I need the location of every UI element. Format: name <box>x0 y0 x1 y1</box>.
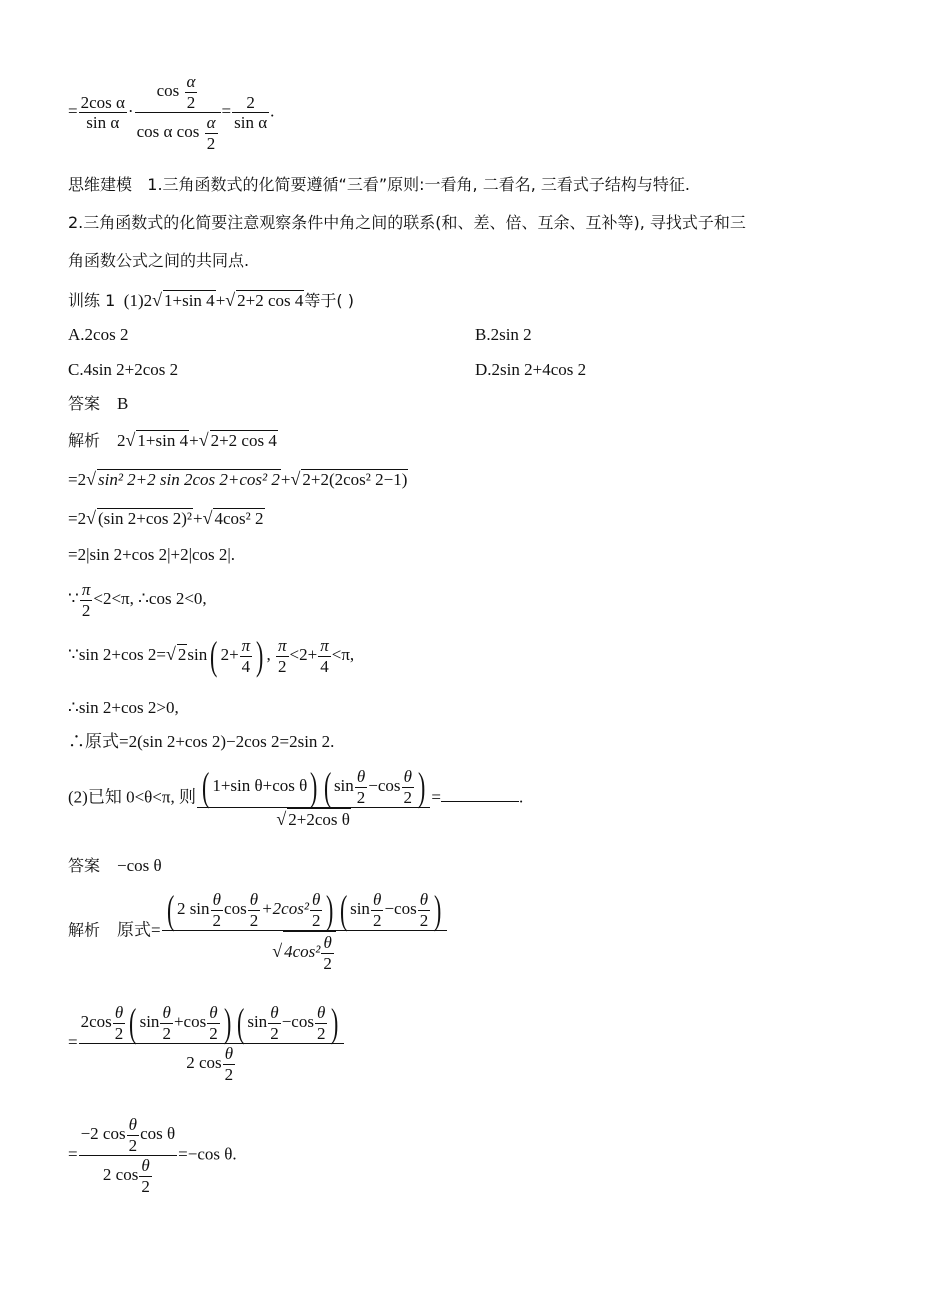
t1: 2 sin <box>176 898 210 918</box>
root: √ <box>166 643 176 664</box>
pi-over-2 <box>276 636 289 676</box>
condition: <2<π, ∴cos 2<0, <box>93 588 207 608</box>
numerator: 2cos α <box>80 92 125 112</box>
answer-label: 答案 <box>68 856 101 875</box>
radicand <box>283 931 336 973</box>
cos: cos <box>156 80 180 100</box>
four: 4 <box>320 656 329 676</box>
answer-value: B <box>117 394 129 413</box>
alpha-half <box>205 113 218 153</box>
radicand: 2+2 cos 4 <box>210 431 277 450</box>
equals: = <box>68 101 78 121</box>
analysis-line-8: ∴原式=2(sin 2+cos 2)−2cos 2=2sin 2. <box>68 732 335 751</box>
minus-cos: −cos <box>368 775 401 795</box>
original-expression: 原式= <box>117 920 161 940</box>
denominator <box>197 808 430 830</box>
pi: π <box>81 580 91 599</box>
analysis-line-7: ∴sin 2+cos 2>0, <box>68 698 179 717</box>
t5: −cos <box>281 1011 314 1031</box>
radicand: 4cos² 2 <box>214 509 264 528</box>
radicand: 2 <box>177 644 187 664</box>
numerator <box>135 72 221 113</box>
t4: sin <box>350 898 370 918</box>
equals: = <box>68 1144 78 1164</box>
denominator <box>135 113 221 153</box>
left-paren: ( <box>210 633 218 679</box>
theta: θ <box>371 890 384 911</box>
t2: cos θ <box>140 1123 176 1143</box>
plus: + <box>280 470 291 489</box>
option-d: D.2sin 2+4cos 2 <box>475 360 587 379</box>
part2-step-3 <box>68 1115 237 1196</box>
equals: = <box>221 101 232 121</box>
main-fraction <box>197 764 430 830</box>
theta: θ <box>211 890 224 911</box>
half-theta <box>211 890 224 930</box>
two: 2 <box>128 1135 138 1155</box>
half-theta <box>207 1003 220 1043</box>
period: . <box>518 787 524 807</box>
practice-label: 训练 1 <box>68 291 116 310</box>
theta: θ <box>248 890 261 911</box>
numerator <box>79 1000 344 1046</box>
two: 2 <box>206 133 216 153</box>
root: √ <box>225 290 236 310</box>
den-text: 2 cos <box>186 1053 222 1073</box>
t1: 2cos <box>80 1011 112 1031</box>
root: √ <box>152 290 162 310</box>
part2-answer <box>68 857 162 874</box>
theta: θ <box>310 890 323 911</box>
plus: + <box>215 291 226 310</box>
two: 2 <box>224 1064 234 1084</box>
half-theta <box>418 890 431 930</box>
because-sum: ∵sin 2+cos 2= <box>68 644 166 664</box>
alpha: α <box>206 113 216 133</box>
rp: ) <box>418 764 426 810</box>
two: 2 <box>316 1023 326 1043</box>
fraction-2 <box>135 72 221 153</box>
half-theta <box>160 1003 173 1043</box>
analysis-line-1 <box>68 430 278 449</box>
answer-blank[interactable] <box>441 789 519 802</box>
analysis-line-4: =2|sin 2+cos 2|+2|cos 2|. <box>68 545 236 564</box>
theta: θ <box>315 1003 328 1024</box>
radicand: 2+2 cos 4 <box>237 291 304 310</box>
comma: , <box>266 644 271 664</box>
denominator: sin α <box>234 113 268 133</box>
half-theta <box>223 1044 236 1084</box>
theta: θ <box>321 933 334 954</box>
rp: ) <box>331 1000 339 1046</box>
radicand: 1+sin 4 <box>164 291 215 310</box>
two: 2 <box>311 910 321 930</box>
alpha-half <box>185 72 198 112</box>
half-theta <box>127 1115 140 1155</box>
prefix: (2)已知 0<θ<π, 则 <box>68 787 196 807</box>
modeling-text: 1.三角函数式的化简要遵循“三看”原则:一看角, 二看名, 三看式子结构与特征. <box>147 175 690 194</box>
two: 2 <box>270 1023 279 1043</box>
theta: θ <box>160 1003 173 1024</box>
two: 2 <box>141 1176 150 1196</box>
two: 2 <box>186 92 196 112</box>
t3: +2cos² <box>261 898 309 918</box>
right-paren: ) <box>256 633 264 679</box>
theta: θ <box>402 767 415 788</box>
pi-over-4 <box>240 636 253 676</box>
root: √ <box>272 941 283 962</box>
theta: θ <box>355 767 368 788</box>
modeling-line-3: 角函数公式之间的共同点. <box>68 251 250 270</box>
factor-a: 1+sin θ+cos θ <box>212 775 308 795</box>
theta: θ <box>418 890 431 911</box>
dot: · <box>127 101 134 121</box>
pi: π <box>241 636 251 655</box>
denominator <box>162 931 447 973</box>
sin: sin <box>333 775 354 795</box>
modeling-line-1 <box>68 177 690 193</box>
radicand: (sin 2+cos 2)² <box>97 509 192 528</box>
option-c: C.4sin 2+2cos 2 <box>68 360 179 379</box>
top-result <box>68 72 274 153</box>
half-theta <box>315 1003 328 1043</box>
lp: ( <box>129 1000 137 1046</box>
root: √ <box>86 508 96 528</box>
part2-step-2 <box>68 1000 345 1084</box>
theta: θ <box>268 1003 281 1024</box>
t3: +cos <box>173 1011 207 1031</box>
t5: −cos <box>384 898 417 918</box>
theta: θ <box>127 1115 140 1136</box>
radicand: 2+2cos θ <box>288 810 350 830</box>
two: 2 <box>323 953 332 973</box>
root: √ <box>290 469 301 489</box>
two: 2 <box>249 910 259 930</box>
half-theta <box>402 767 415 807</box>
part: (1)2 <box>123 291 153 310</box>
alpha: α <box>186 72 196 91</box>
sin: sin <box>187 644 208 664</box>
modeling-label: 思维建模 <box>68 175 133 194</box>
denominator <box>79 1156 178 1196</box>
step1-fraction <box>162 887 447 973</box>
equals: = <box>431 787 441 807</box>
rp: ) <box>310 764 318 810</box>
half-theta <box>268 1003 281 1043</box>
root: √ <box>202 508 213 528</box>
pi: π <box>278 636 287 655</box>
denominator <box>79 1044 344 1084</box>
fraction-1 <box>79 93 127 133</box>
pi-over-4 <box>318 636 331 676</box>
two: 2 <box>212 910 222 930</box>
two: 2 <box>403 787 413 807</box>
two: 2 <box>356 787 366 807</box>
two: 2 <box>372 910 382 930</box>
theta: θ <box>207 1003 220 1024</box>
option-b: B.2sin 2 <box>475 325 532 344</box>
pi: π <box>320 636 329 655</box>
half-theta <box>139 1156 152 1196</box>
analysis-line-5 <box>68 580 207 620</box>
half-theta <box>321 933 334 973</box>
radicand: 2+2(2cos² 2−1) <box>302 470 408 489</box>
half-theta <box>310 890 323 930</box>
half-theta <box>355 767 368 807</box>
equals: = <box>68 1032 78 1052</box>
t1: −2 cos <box>80 1123 126 1143</box>
numerator: 2 <box>232 93 269 114</box>
half-theta <box>113 1003 126 1043</box>
radicand: sin² 2+2 sin 2cos 2+cos² 2 <box>97 470 280 489</box>
end: <π, <box>331 644 355 664</box>
coef: =2 <box>68 470 87 489</box>
practice-question <box>68 290 354 309</box>
rp: ) <box>434 887 442 933</box>
theta: θ <box>139 1156 152 1177</box>
analysis-label: 解析 <box>68 920 101 940</box>
part2-step-1 <box>68 887 448 973</box>
t2: sin <box>139 1011 160 1031</box>
inner: 2+ <box>220 644 239 664</box>
pi-over-2 <box>80 580 93 620</box>
half-theta <box>371 890 384 930</box>
lp: ( <box>237 1000 245 1046</box>
lp: ( <box>339 887 348 933</box>
plus: + <box>189 431 199 450</box>
numerator <box>162 887 447 933</box>
coef: =2 <box>68 509 87 528</box>
result: =−cos θ. <box>178 1144 237 1164</box>
analysis-line-6 <box>68 633 355 679</box>
period: . <box>270 101 275 121</box>
middle: <2+ <box>289 644 318 664</box>
rp: ) <box>223 1000 232 1046</box>
lp: ( <box>166 887 174 933</box>
answer-label: 答案 <box>68 394 101 413</box>
lp: ( <box>323 764 331 810</box>
answer-value: −cos θ <box>117 856 162 875</box>
two: 2 <box>209 1023 218 1043</box>
modeling-line-2: 2.三角函数式的化简要注意观察条件中角之间的联系(和、差、倍、互余、互补等), 寻找式子和三 <box>68 213 746 232</box>
step2-fraction <box>79 1000 344 1084</box>
t4: sin <box>247 1011 268 1031</box>
analysis-line-3 <box>68 508 265 527</box>
answer-line <box>68 395 128 412</box>
lp: ( <box>201 764 210 810</box>
root: √ <box>86 469 96 489</box>
radicand: 1+sin 4 <box>137 431 189 450</box>
four: 4 <box>241 656 251 676</box>
rad-text: 4cos² <box>284 942 321 962</box>
root: √ <box>125 430 136 450</box>
two: 2 <box>419 910 429 930</box>
step3-fraction <box>79 1115 178 1196</box>
two: 2 <box>162 1023 171 1043</box>
theta: θ <box>113 1003 126 1024</box>
t2: cos <box>224 898 247 918</box>
half-theta <box>248 890 261 930</box>
analysis-line-2 <box>68 469 408 488</box>
option-a: A.2cos 2 <box>68 325 129 344</box>
denominator: sin α <box>86 113 120 133</box>
tail: 等于( ) <box>304 291 354 310</box>
fraction-3 <box>232 93 269 133</box>
root: √ <box>276 809 287 830</box>
part2-question <box>68 764 524 830</box>
two: 2 <box>114 1023 124 1043</box>
theta: θ <box>223 1044 236 1065</box>
two: 2 <box>278 656 287 676</box>
rp: ) <box>326 887 334 933</box>
den-text: 2 cos <box>102 1165 139 1185</box>
two: 2 <box>81 600 91 620</box>
numerator <box>197 764 430 810</box>
analysis-label: 解析 <box>68 431 101 450</box>
numerator <box>79 1115 178 1156</box>
root: √ <box>198 430 209 450</box>
plus: + <box>193 509 203 528</box>
because: ∵ <box>68 588 79 608</box>
coef: 2 <box>117 431 126 450</box>
cos-cos: cos α cos <box>136 122 200 142</box>
